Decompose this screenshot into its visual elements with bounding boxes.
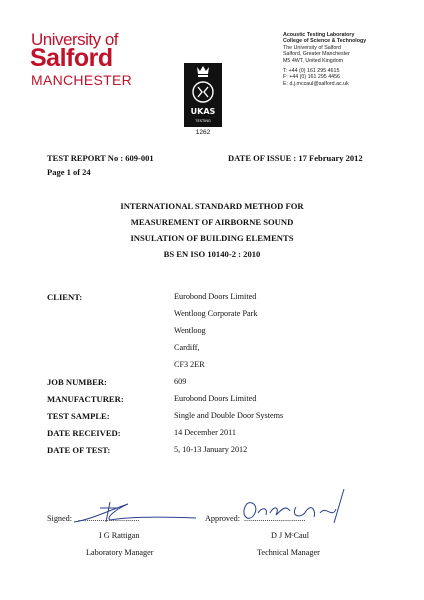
logo-manchester: MANCHESTER — [31, 72, 133, 88]
ukas-sub: TESTING — [195, 119, 211, 123]
job-number-label: JOB NUMBER: — [47, 377, 107, 387]
signed-title: Laboratory Manager — [86, 548, 154, 557]
client-line: Eurobond Doors Limited — [174, 292, 257, 301]
date-of-test-value: 5, 10-13 January 2012 — [174, 445, 248, 454]
title-line-4: BS EN ISO 10140-2 : 2010 — [163, 249, 261, 259]
lab-email: E: d.j.mccaul@salford.ac.uk — [283, 80, 349, 87]
title-line-1: INTERNATIONAL STANDARD METHOD FOR — [120, 201, 304, 211]
test-sample-label: TEST SAMPLE: — [47, 411, 110, 421]
report-number: TEST REPORT No : 609-001 — [47, 153, 154, 163]
signed-label: Signed: — [47, 514, 73, 523]
signed-name: I G Rattigan — [99, 531, 140, 540]
client-line: Cardiff, — [174, 343, 200, 352]
signature-mccaul — [236, 485, 366, 534]
page-number: Page 1 of 24 — [47, 167, 91, 177]
signed-dots: .............................. — [78, 514, 140, 523]
manufacturer-value: Eurobond Doors Limited — [174, 394, 257, 403]
date-received-value: 14 December 2011 — [174, 428, 236, 437]
approved-dots: .............................. — [244, 514, 306, 523]
lab-tel: T: +44 (0) 161 295 4615 — [283, 68, 340, 75]
ukas-text: UKAS — [190, 107, 216, 116]
manufacturer-label: MANUFACTURER: — [47, 394, 124, 404]
lab-fax: F: +44 (0) 161 295 4456 — [283, 74, 340, 81]
client-line: CF3 2ER — [174, 360, 205, 369]
title-line-3: INSULATION OF BUILDING ELEMENTS — [130, 233, 294, 243]
date-of-issue: DATE OF ISSUE : 17 February 2012 — [228, 153, 363, 163]
lab-city: Salford, Greater Manchester — [283, 51, 350, 58]
date-of-test-label: DATE OF TEST: — [47, 445, 111, 455]
lab-uni: The University of Salford — [283, 44, 341, 51]
lab-dept: College of Science & Technology — [283, 38, 367, 45]
logo-salford: Salford — [30, 44, 113, 72]
lab-address — [283, 32, 366, 87]
approved-name: D J MᶜCaul — [271, 531, 310, 540]
client-label: CLIENT: — [47, 292, 83, 302]
date-received-label: DATE RECEIVED: — [47, 428, 121, 438]
lab-postcode: M5 4WT, United Kingdom — [283, 57, 344, 64]
client-line: Wentloog — [174, 326, 206, 335]
ukas-logo — [184, 63, 222, 127]
signature-rattigan — [70, 496, 200, 535]
title-line-2: MEASUREMENT OF AIRBORNE SOUND — [130, 217, 294, 227]
logo-university-of: University of — [31, 30, 119, 49]
lab-name: Acoustic Testing Laboratory — [283, 32, 355, 38]
client-line: Wentloog Corporate Park — [174, 309, 258, 318]
ukas-number: 1262 — [195, 129, 211, 136]
approved-title: Technical Manager — [257, 548, 320, 557]
approved-label: Approved: — [205, 514, 241, 523]
job-number-value: 609 — [174, 377, 187, 386]
test-sample-value: Single and Double Door Systems — [174, 411, 284, 420]
